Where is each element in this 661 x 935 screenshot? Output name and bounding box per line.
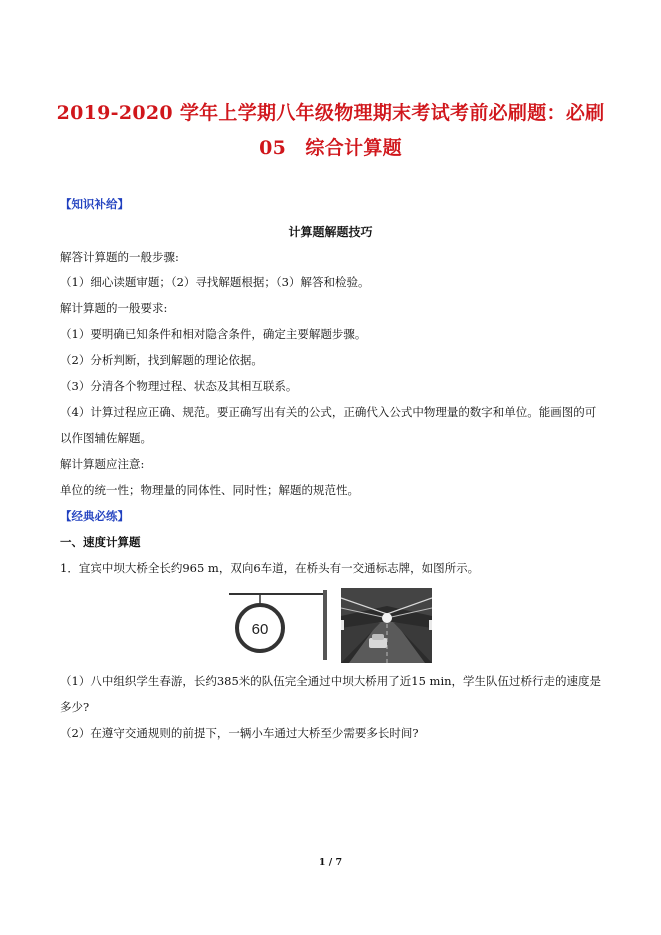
requirement-3: （3）分清各个物理过程、状态及其相互联系。 [60,379,298,393]
requirement-1: （1）要明确已知条件和相对隐含条件，确定主要解题步骤。 [60,327,367,341]
figure-illustration [229,588,432,663]
question1-sub1-line2: 多少? [60,700,90,714]
requirement-4-line2: 以作图辅佐解题。 [60,431,152,445]
document-title-line1: 2019-2020 学年上学期八年级物理期末考试考前必刷题：必刷 [56,102,605,124]
general-requirements-label: 解计算题的一般要求: [60,301,168,315]
general-steps: （1）细心读题审题；（2）寻找解题根据；（3）解答和检验。 [60,275,370,289]
attention-label: 解计算题应注意: [60,457,145,471]
document-title-line2: 05 综合计算题 [259,137,402,159]
question1-sub1-line1: （1）八中组织学生春游，长约385米的队伍完全通过中坝大桥用了近15 min，学生队伍过桥行走的速度是 [60,674,602,688]
part1-heading: 一、速度计算题 [60,535,141,549]
speed-limit-value: 60 [251,621,269,638]
knowledge-heading: 计算题解题技巧 [288,225,373,239]
question1-stem: 1．宜宾中坝大桥全长约965 m，双向6车道，在桥头有一交通标志牌，如图所示。 [60,561,480,575]
knowledge-tag: 【知识补给】 [60,197,129,211]
question1-sub2: （2）在遵守交通规则的前提下，一辆小车通过大桥至少需要多长时间? [60,726,419,740]
page-number: 1 / 7 [318,857,343,868]
tunnel-photo [341,588,432,663]
requirement-4-line1: （4）计算过程应正确、规范。要正确写出有关的公式，正确代入公式中物理量的数字和单位。能画图的可 [60,405,597,419]
requirement-2: （2）分析判断，找到解题的理论依据。 [60,353,263,367]
practice-tag: 【经典必练】 [60,509,129,523]
attention-text: 单位的统一性；物理量的同体性、同时性；解题的规范性。 [60,483,359,497]
sign-pole [323,590,327,660]
general-steps-label: 解答计算题的一般步骤: [60,250,179,264]
question1-figure [229,588,432,663]
